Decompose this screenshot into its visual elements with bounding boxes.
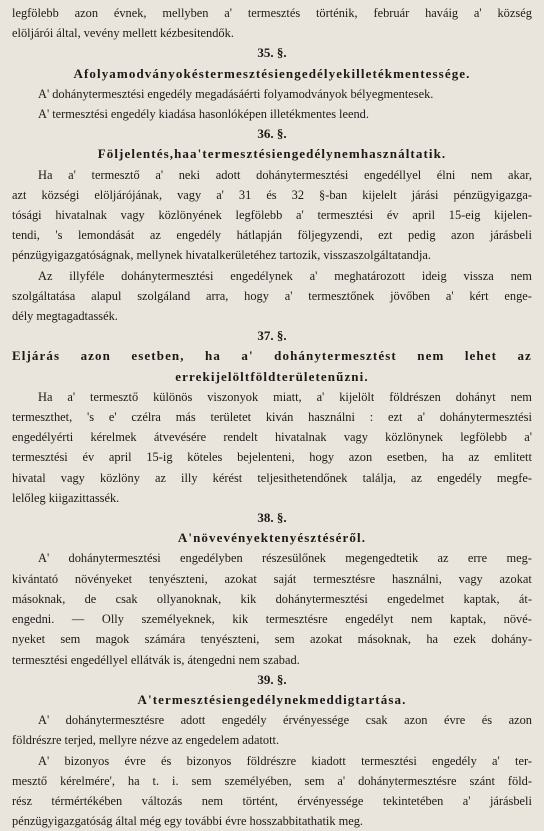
text-line: hivatal vagy közlöny az illy kérést teljesithetendőnek találja, az engedély megfe- (12, 470, 532, 485)
section-37-title (12, 346, 532, 386)
paragraph-37-1 (12, 387, 532, 508)
text-line: dély megtagadtassék. (12, 309, 118, 324)
text-line: rész térmértékében változás nem történt, érvényessége tekintetében a' járásbeli (12, 793, 532, 808)
text-line: A' dohánytermesztési engedélyben részesülőnek megengedtetik az erre meg- (38, 551, 532, 566)
text-line: kivántató növényeket tenyészteni, azokat saját termesztésre használni, vagy azokat (12, 571, 532, 586)
text-line: Ha a' termesztő különös viszonyok miatt, a' kijelölt földrészen dohányt nem (38, 389, 532, 404)
paragraph-36-2 (12, 266, 532, 327)
text-line: A' dohánytermesztési engedély megadásáérti folyamodványok bélyegmentesek. (38, 86, 434, 101)
text-line: A' termesztési engedélynek meddigtartása. (137, 691, 407, 707)
section-36-title (12, 144, 532, 164)
text-line: tendi, 's lemondását az engedély hátlapján följegyzendi, ezt pedig azon járásbeli (12, 228, 532, 243)
section-39-number: 39. §. (257, 671, 287, 687)
section-35-title (12, 64, 532, 84)
text-line: A' bizonyos évre és bizonyos földrészre kiadott termesztési engedély a' ter- (38, 753, 532, 768)
text-line: termesztési engedéllyel ellátvák is, átengedni nem szabad. (12, 652, 300, 667)
text-line: mesztő kérelmére', ha t. i. sem személyében, sem a' dohánytermesztésre szánt föld- (12, 773, 532, 788)
text-line: legfölebb azon évnek, mellyben a' termesztés történik, február haváig a' község (12, 6, 532, 20)
text-line: engedni. — Olly személyeknek, kik termesztésre engedélyt nem kaptak, növé- (12, 612, 532, 627)
text-line: tósági hivatalnak vagy közlönyének legfölebb a' termesztési év april 15-eig kijelen- (12, 208, 532, 223)
text-line: A' dohánytermesztésre adott engedély érvényessége csak azon évre és azon (38, 713, 532, 728)
text-line: másoknak, de csak ollyanoknak, kik dohánytermesztési engedelmet kaptak, át- (12, 591, 532, 606)
text-line: Az illyféle dohánytermesztési engedélynek a' meghatározott ideig vissza nem (38, 268, 532, 283)
paragraph-38-1 (12, 548, 532, 669)
section-39-title (12, 690, 532, 710)
section-36-number: 36. §. (257, 126, 287, 142)
paragraph-35-2 (12, 104, 532, 124)
section-38-title (12, 528, 532, 548)
paragraph-39-1 (12, 710, 532, 750)
text-line: lelőleg kiigazittassék. (12, 490, 120, 505)
paragraph-36-1 (12, 165, 532, 266)
section-35-number: 35. §. (257, 45, 287, 61)
text-line: nyeket sem magok számára tenyészteni, sem azokat másoknak, ha ezek dohány- (12, 632, 532, 647)
text-line: elöljárói által, vevény mellett kézbesitendők. (12, 26, 234, 41)
text-line: A folyamodványok és termesztési engedélyek illetékmentessége. (73, 65, 471, 81)
text-line: földrészre terjed, mellyre nézve az engedelem adatott. (12, 733, 280, 748)
text-line: pénzügyigazgatóságnak, mellynek hivatalkerületéhez tartozik, visszaszolgáltatandja. (12, 248, 432, 263)
text-line: azt községi elöljárójának, vagy a' 31 és 32 §-ban kijelelt járási pénzügyigazga- (12, 187, 532, 202)
text-line: termeszthet, 's e' czélra más területet kiván használni : ezt a' dohánytermesztési (12, 410, 532, 425)
section-37-number: 37. §. (257, 328, 287, 344)
text-line: Ha a' termesztő a' neki adott dohánytermesztési engedéllyel élni nem akar, (38, 167, 532, 182)
text-line: A' növevények tenyésztéséről. (177, 530, 367, 546)
section-38-number: 38. §. (257, 510, 287, 526)
text-line: Följelentés, ha a' termesztési engedély nem használtatik. (97, 146, 447, 162)
text-line: erre kijelölt földterületen űzni. (175, 368, 369, 384)
text-line: A' termesztési engedély kiadása hasonlóképen illetékmentes leend. (38, 107, 369, 122)
text-line: termesztési év april 15-ig köteles bejelenteni, hogy azon esetben, ha az emlitett (12, 450, 532, 465)
text-line: engedélyérti kérelmek átvevésére rendelt hivatalnak vagy közlönynek legfölebb a' (12, 430, 532, 445)
text-line: Eljárás azon esetben, ha a' dohánytermesztést nem lehet az (12, 348, 532, 364)
text-line: pénzügyigazgatóság által még egy további évre hosszabbitathatik meg. (12, 814, 363, 829)
paragraph-39-2 (12, 751, 532, 831)
paragraph-35-1 (12, 84, 532, 104)
text-line: szolgáltatása alapul szolgáland arra, hogy a' termesztőnek jövőben a' kért enge- (12, 288, 532, 303)
paragraph-34-tail (12, 3, 532, 43)
